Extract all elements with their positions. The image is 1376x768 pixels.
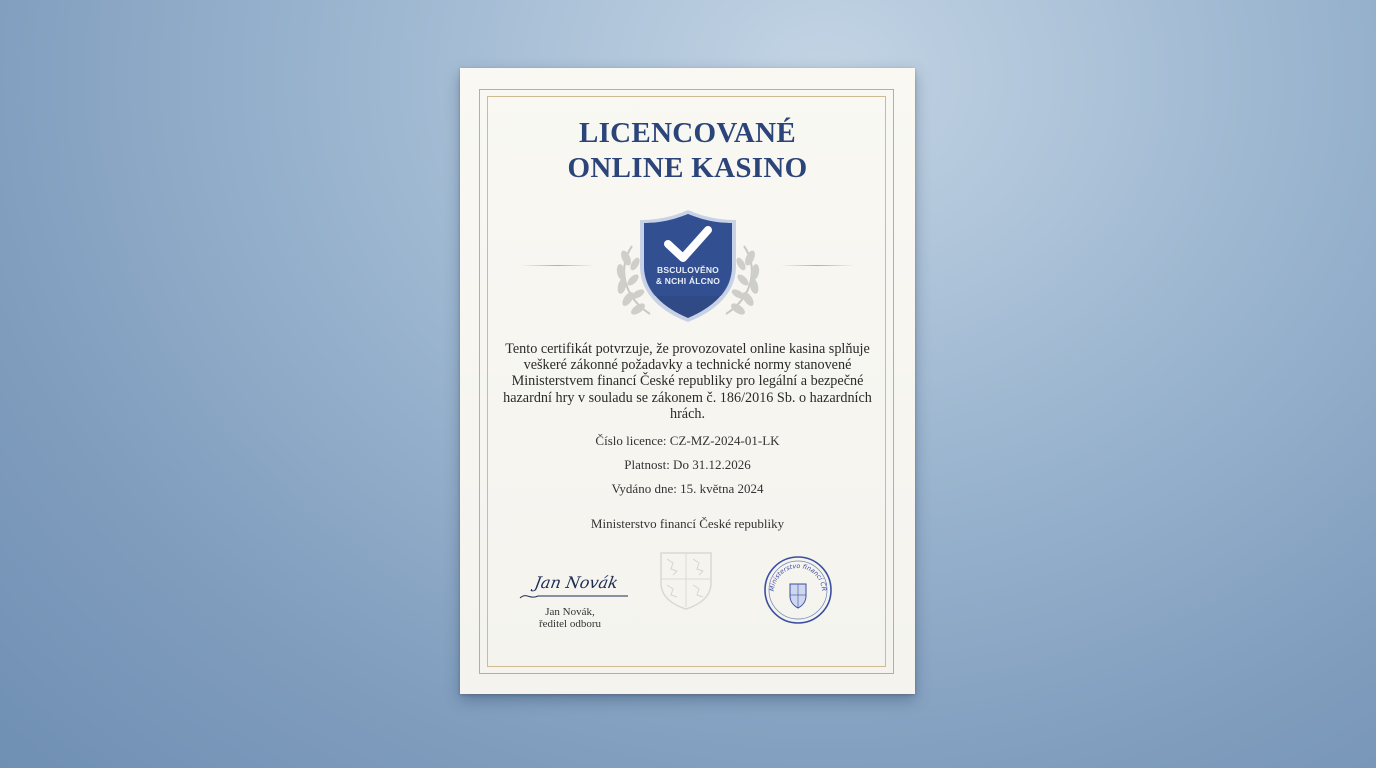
badge-text-line2: & NCHI ÁLCNO	[655, 276, 721, 286]
certificate-body-text: Tento certifikát potvrzuje, že provozovatel online kasina splňuje veškeré zákonné požadavky a technické normy stanovené Ministerstvem financí České republiky pro legální a bezpečné hazardní hry v souladu se zákonem č. 186/2016 Sb. o hazardních hrách.	[503, 341, 872, 422]
certificate-title-line2: ONLINE KASINO	[567, 152, 808, 184]
issuing-authority: Ministerstvo financí České republiky	[590, 516, 785, 531]
certificate-title-line1: LICENCOVANÉ	[578, 117, 797, 149]
signatory-name: Jan Novák,	[545, 606, 595, 618]
decorative-line-right	[780, 265, 855, 266]
official-stamp-icon	[762, 554, 834, 626]
license-validity: Platnost: Do 31.12.2026	[624, 457, 751, 472]
license-certificate	[460, 68, 915, 694]
svg-text:Ministerstvo financí ČR: Ministerstvo financí ČR	[767, 561, 829, 592]
decorative-line-left	[520, 265, 595, 266]
license-number: Číslo licence: CZ-MZ-2024-01-LK	[595, 433, 780, 448]
coat-of-arms-icon	[657, 549, 715, 611]
svg-text:Jan Novák: Jan Novák	[533, 573, 620, 592]
signatory-title: ředitel odboru	[538, 618, 601, 630]
handwritten-signature	[516, 564, 636, 606]
badge-text-line1: BSCULOVĚNO	[657, 265, 719, 275]
issue-date: Vydáno dne: 15. května 2024	[611, 481, 764, 496]
